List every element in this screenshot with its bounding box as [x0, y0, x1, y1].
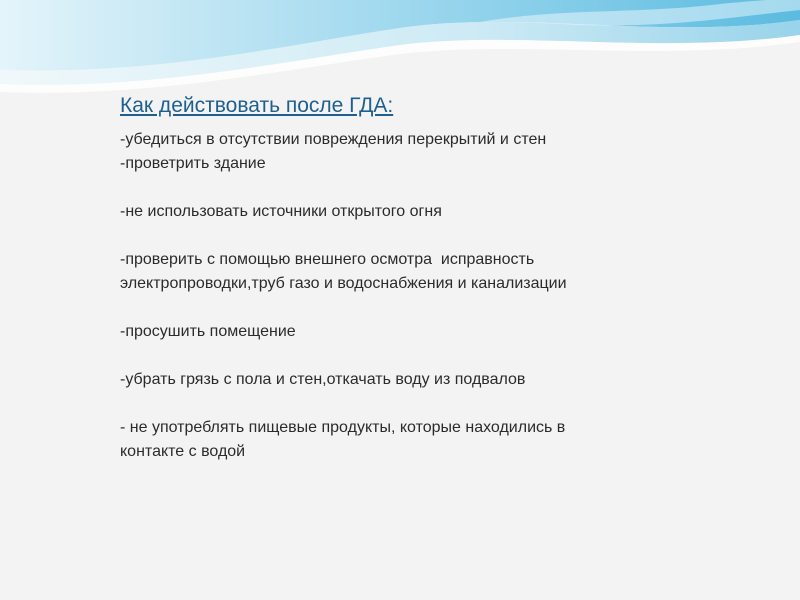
bullet-line: -не использовать источники открытого огня	[120, 203, 442, 220]
bullet-line-continuation: электропроводки,труб газо и водоснабжения и канализации	[120, 275, 567, 292]
bullet-line: -убрать грязь с пола и стен,откачать воду из подвалов	[120, 371, 526, 388]
spacer	[120, 224, 720, 248]
spacer	[120, 392, 720, 416]
spacer	[120, 176, 720, 200]
bullet-line: -проветрить здание	[120, 155, 266, 172]
bullet-line: -убедиться в отсутствии повреждения перекрытий и стен	[120, 131, 547, 148]
bullet-line: -проверить с помощью внешнего осмотра исправность	[120, 251, 535, 268]
bullet-line: -просушить помещение	[120, 323, 296, 340]
bullet-line-continuation: контакте с водой	[120, 443, 246, 460]
spacer	[120, 296, 720, 320]
spacer	[120, 344, 720, 368]
bullet-line: - не употреблять пищевые продукты, которые находились в	[120, 419, 566, 436]
slide-content	[120, 93, 720, 464]
slide-title: Как действовать после ГДА:	[120, 94, 394, 117]
